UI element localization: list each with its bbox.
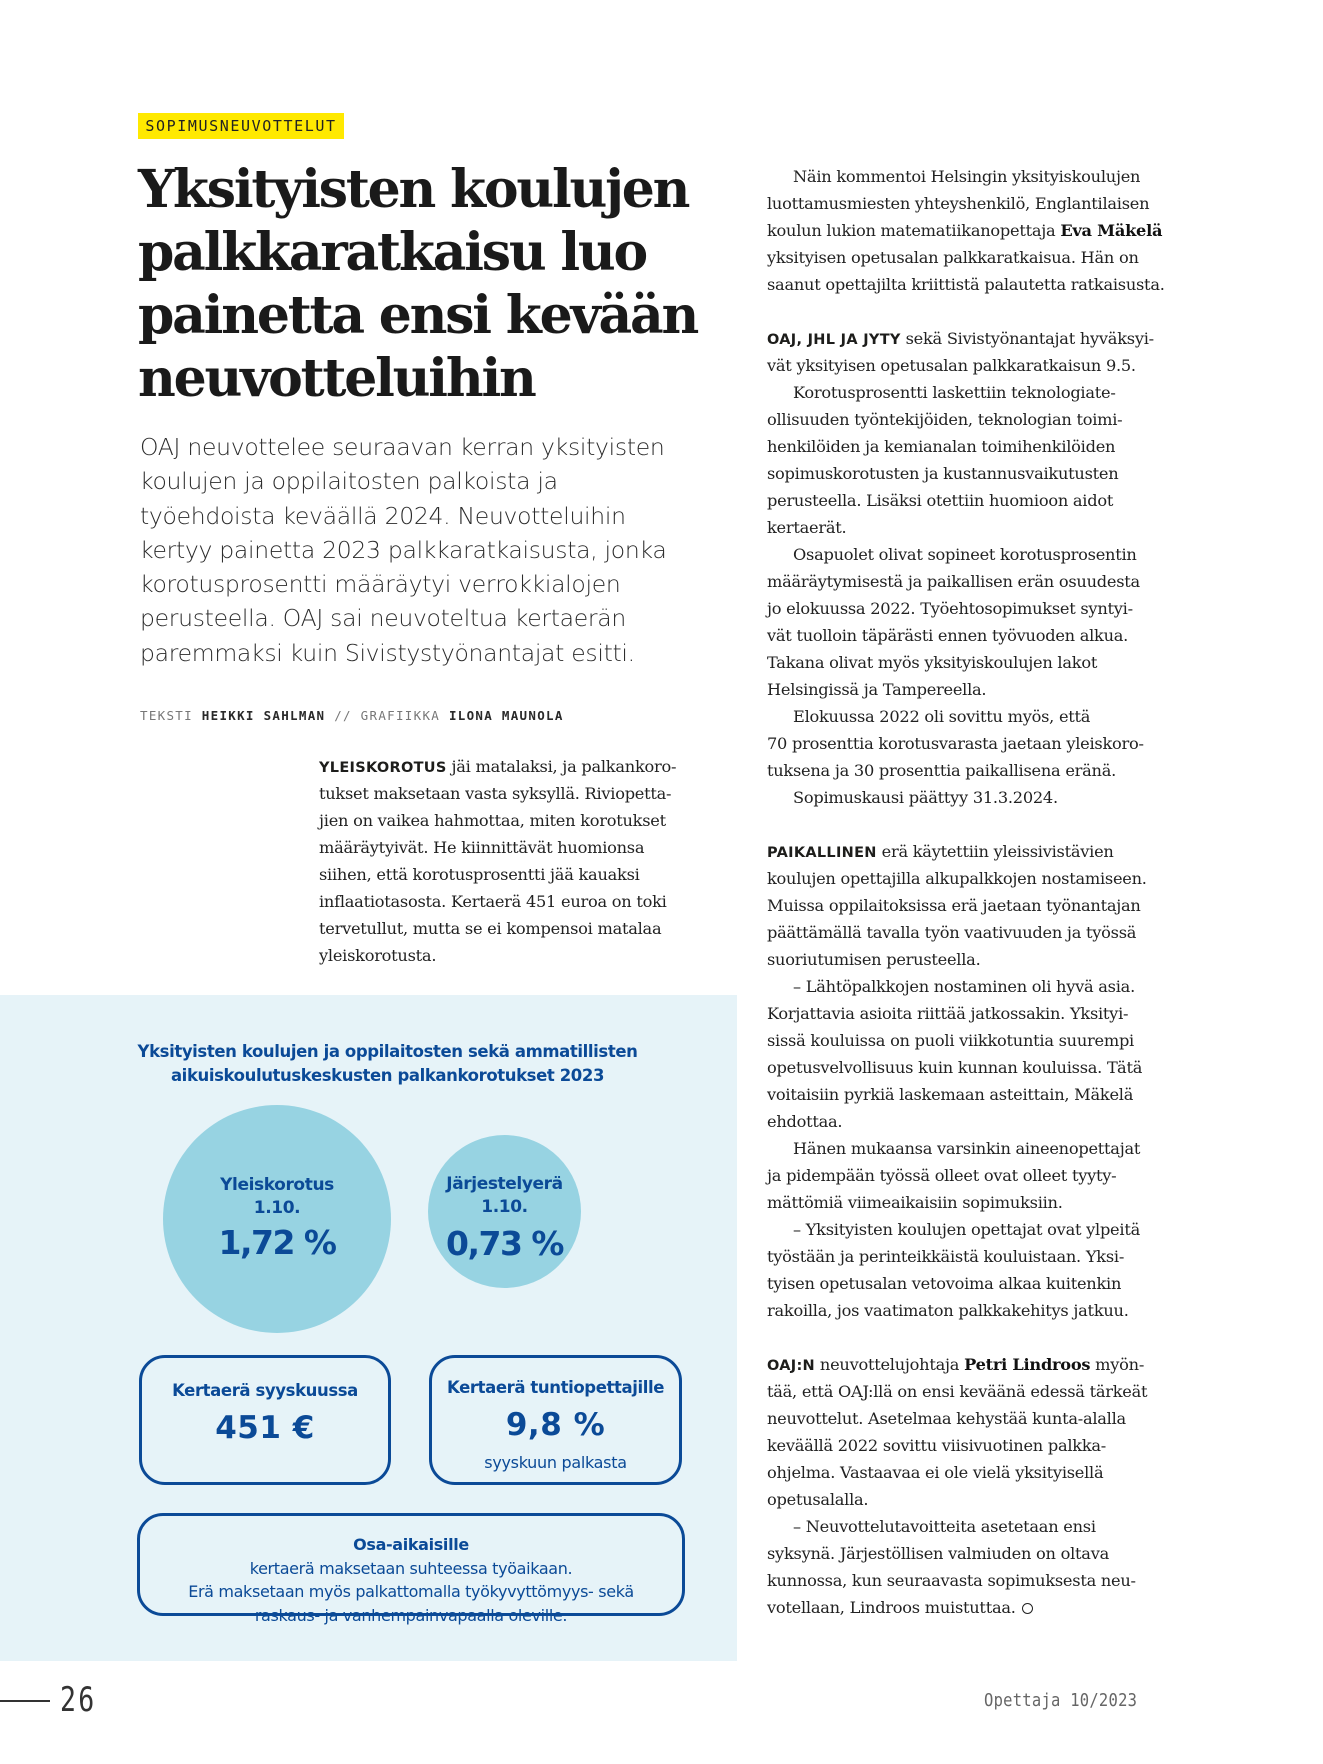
- body-line: 70 prosenttia korotusvarasta jaetaan yleiskoro-: [767, 734, 1144, 753]
- left-body-column: [319, 753, 719, 969]
- body-line: sopimuskorotusten ja kustannusvaikutusten: [767, 464, 1119, 483]
- body-line: voitaisiin pyrkiä laskemaan asteittain, Mäkelä: [767, 1085, 1134, 1104]
- body-line: opetusalalla.: [767, 1490, 869, 1509]
- lead-in-label: OAJ:N: [767, 1358, 815, 1374]
- lead-paragraph: [140, 430, 700, 670]
- body-line: henkilöiden ja kemianalan toimihenkilöiden: [767, 437, 1116, 456]
- body-line: sissä kouluissa on puoli viikkotuntia suurempi: [767, 1031, 1134, 1050]
- body-line: jo elokuussa 2022. Työehtosopimukset syntyi-: [767, 599, 1133, 618]
- body-line: – Lähtöpalkkojen nostaminen oli hyvä asia.: [793, 977, 1135, 996]
- title-line: painetta ensi kevään: [138, 285, 698, 346]
- end-mark-icon: [1022, 1603, 1033, 1614]
- lead-line: työehdoista keväällä 2024. Neuvotteluihin: [140, 501, 626, 530]
- note-text: Osa-aikaisille kertaerä maksetaan suhteessa työaikaan. Erä maksetaan myös palkattomalla työkyvyttömyys- sekä raskaus- ja vanhempainvapaalla oleville.: [188, 1535, 634, 1625]
- title-line: neuvotteluihin: [138, 348, 535, 409]
- body-line: Hänen mukaansa varsinkin aineenopettajat: [793, 1139, 1141, 1158]
- lump-sum-hourly-teachers-box: [429, 1355, 682, 1485]
- body-line: tyisen opetusalan vetovoima alkaa kuitenkin: [767, 1274, 1122, 1293]
- box-label: Kertaerä syyskuussa: [172, 1381, 358, 1400]
- body-line: Muissa oppilaitoksissa erä jaetaan työnantajan: [767, 896, 1141, 915]
- circle-value: 1,72 %: [218, 1223, 336, 1262]
- lump-sum-september-box: [139, 1355, 391, 1485]
- body-line: kertaerät.: [767, 518, 847, 537]
- part-time-note-box: [137, 1513, 685, 1625]
- lead-line: perusteella. OAJ sai neuvoteltua kertaerän: [140, 604, 626, 633]
- body-line: kunnossa, kun seuraavasta sopimuksesta neu-: [767, 1571, 1136, 1590]
- body-line: ja pidempään työssä olleet ovat olleet tyyty-: [767, 1166, 1117, 1185]
- lead-in-label: YLEISKOROTUS: [319, 760, 447, 776]
- byline-separator: //: [334, 708, 352, 723]
- lead-line: kertyy painetta 2023 palkkaratkaisusta, jonka: [140, 535, 667, 564]
- body-line: päättämällä tavalla työn vaativuuden ja työssä: [767, 923, 1137, 942]
- body-line: Osapuolet olivat sopineet korotusprosentin: [793, 545, 1137, 564]
- byline-graphics-author: ILONA MAUNOLA: [448, 708, 564, 723]
- body-line: keväällä 2022 sovittu viisivuotinen palkka-: [767, 1436, 1107, 1455]
- infographic-title: Yksityisten koulujen ja oppilaitosten sekä ammatillisten aikuiskoulutuskeskusten palkankorotukset 2023: [137, 1042, 638, 1085]
- body-line: luottamusmiesten yhteyshenkilö, Englantilaisen: [767, 194, 1150, 213]
- body-line: votellaan, Lindroos muistuttaa.: [767, 1594, 1227, 1621]
- byline-graphics-label: GRAFIIKKA: [360, 708, 441, 723]
- box-label: Kertaerä tuntiopettajille: [446, 1378, 665, 1397]
- body-line: PAIKALLINEN erä käytettiin yleissivistävien: [767, 842, 1114, 861]
- body-line: syksynä. Järjestöllisen valmiuden on oltava: [767, 1544, 1109, 1563]
- body-line: koulun lukion matematiikanopettaja Eva Mäkelä: [767, 221, 1163, 240]
- title-line: Yksityisten koulujen: [138, 159, 689, 220]
- box-value: 451 €: [215, 1410, 315, 1446]
- body-line: – Yksityisten koulujen opettajat ovat ylpeitä: [793, 1220, 1140, 1239]
- body-line: neuvottelut. Asetelmaa kehystää kunta-alalla: [767, 1409, 1126, 1428]
- body-line: rakoilla, jos vaatimaton palkkakehitys jatkuu.: [767, 1301, 1129, 1320]
- page-number: 26: [60, 1680, 97, 1720]
- body-line: Helsingissä ja Tampereella.: [767, 680, 987, 699]
- issue-label: Opettaja 10/2023: [984, 1690, 1138, 1711]
- body-line: mättömiä viimeaikaisiin sopimuksiin.: [767, 1193, 1063, 1212]
- body-line: OAJ:N neuvottelujohtaja Petri Lindroos myön-: [767, 1355, 1145, 1374]
- body-line: inflaatiotasosta. Kertaerä 451 euroa on toki: [319, 892, 667, 911]
- body-line: määräytyivät. He kiinnittävät huomionsa: [319, 838, 645, 857]
- body-line: ehdottaa.: [767, 1112, 843, 1131]
- section-tag: SOPIMUSNEUVOTTELUT: [138, 113, 344, 139]
- byline-text-author: HEIKKI SAHLMAN: [201, 708, 326, 723]
- body-line: tervetullut, mutta se ei kompensoi matalaa: [319, 919, 662, 938]
- circle-label: Järjestelyerä 1.10.: [446, 1174, 563, 1217]
- lead-in-label: OAJ, JHL JA JYTY: [767, 332, 901, 348]
- body-line: YLEISKOROTUS jäi matalaksi, ja palkankoro-: [319, 757, 677, 776]
- body-line: vät yksityisen opetusalan palkkaratkaisun 9.5.: [767, 356, 1136, 375]
- body-line: OAJ, JHL JA JYTY sekä Sivistyönantajat hyväksyi-: [767, 329, 1154, 348]
- lead-line: OAJ neuvottelee seuraavan kerran yksityisten: [140, 433, 665, 461]
- body-line: työstään ja perinteikkäistä kouluistaan. Yksi-: [767, 1247, 1125, 1266]
- body-line: – Neuvottelutavoitteita asetetaan ensi: [793, 1517, 1096, 1536]
- body-line: tää, että OAJ:llä on ensi keväänä edessä tärkeät: [767, 1382, 1148, 1401]
- body-line: Takana olivat myös yksityiskoulujen lakot: [767, 653, 1098, 672]
- box-value: 9,8 %: [505, 1407, 606, 1443]
- body-line: opetusvelvollisuus kuin kunnan kouluissa. Tätä: [767, 1058, 1143, 1077]
- body-line: Korjattavia asioita riittää jatkossakin. Yksityi-: [767, 1004, 1129, 1023]
- body-line: siihen, että korotusprosentti jää kauaksi: [319, 865, 640, 884]
- article-title: [138, 158, 728, 410]
- person-name: Petri Lindroos: [964, 1355, 1091, 1374]
- body-line: suoriutumisen perusteella.: [767, 950, 981, 969]
- right-body-column: [767, 163, 1227, 1621]
- body-line: tukset maksetaan vasta syksyllä. Riviopetta-: [319, 784, 672, 803]
- lead-line: paremmaksi kuin Sivistystyönantajat esitti.: [140, 638, 635, 667]
- body-line: määräytymisestä ja paikallisen erän osuudesta: [767, 572, 1140, 591]
- byline: [140, 708, 564, 723]
- byline-text-label: TEKSTI: [140, 708, 193, 723]
- body-line: Korotusprosentti laskettiin teknologiate-: [793, 383, 1116, 402]
- body-line: Näin kommentoi Helsingin yksityiskoulujen: [793, 167, 1141, 186]
- body-line: tuksena ja 30 prosenttia paikallisena eränä.: [767, 761, 1117, 780]
- circle-label: Yleiskorotus 1.10.: [220, 1175, 334, 1218]
- body-line: koulujen opettajilla alkupalkkojen nostamiseen.: [767, 869, 1147, 888]
- body-line: jien on vaikea hahmottaa, miten korotukset: [319, 811, 666, 830]
- body-line: yksityisen opetusalan palkkaratkaisua. Hän on: [767, 248, 1139, 267]
- body-line: saanut opettajilta kriittistä palautetta ratkaisusta.: [767, 275, 1165, 294]
- lead-line: korotusprosentti määräytyi verrokkialojen: [140, 570, 621, 599]
- body-line: Elokuussa 2022 oli sovittu myös, että: [793, 707, 1091, 726]
- body-line: ollisuuden työntekijöiden, teknologian toimi-: [767, 410, 1123, 429]
- body-line: ohjelma. Vastaavaa ei ole vielä yksityisellä: [767, 1463, 1104, 1482]
- body-line: perusteella. Lisäksi otettiin huomioon aidot: [767, 491, 1114, 510]
- body-line: yleiskorotusta.: [319, 946, 437, 965]
- lead-in-label: PAIKALLINEN: [767, 845, 877, 861]
- title-line: palkkaratkaisu luo: [138, 222, 646, 283]
- arrangement-item-circle: [428, 1135, 581, 1288]
- box-subtext: syyskuun palkasta: [484, 1453, 627, 1472]
- general-raise-circle: [163, 1105, 391, 1333]
- person-name: Eva Mäkelä: [1060, 221, 1163, 240]
- lead-line: koulujen ja oppilaitosten palkoista ja: [140, 467, 558, 496]
- circle-value: 0,73 %: [446, 1224, 563, 1263]
- body-line: Sopimuskausi päättyy 31.3.2024.: [793, 788, 1058, 807]
- page-number-rule: [0, 1700, 50, 1702]
- body-line: vät tuolloin täpärästi ennen työvuoden alkua.: [767, 626, 1129, 645]
